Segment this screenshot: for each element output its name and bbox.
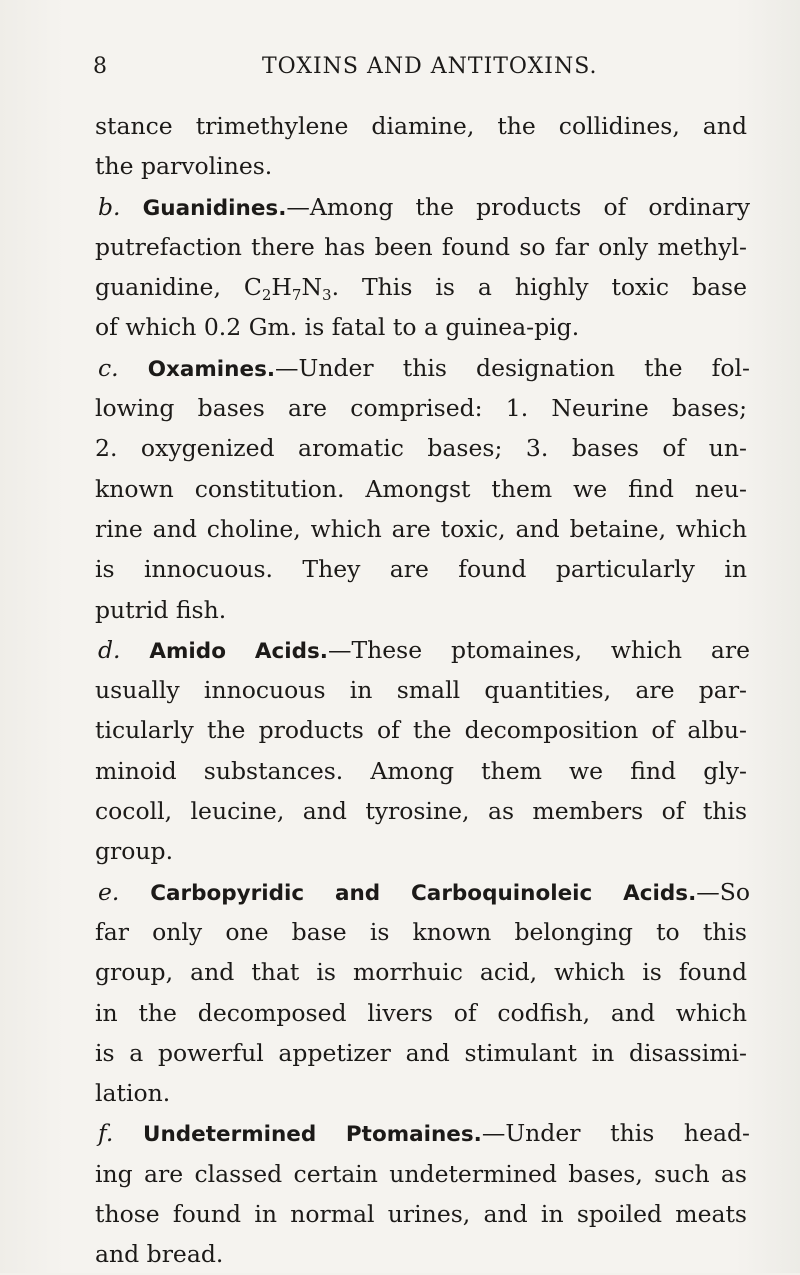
section-heading-line (95, 630, 750, 670)
text-line: group, and that is morrhuic acid, which is found (95, 958, 747, 987)
text-line: putrid fish. (95, 595, 227, 624)
text-line: the parvolines. (95, 152, 273, 181)
text-run: . This is a highly toxic base (331, 273, 747, 302)
text-line: of which 0.2 Gm. is fatal to a guinea-pig. (95, 313, 580, 342)
text-run: —So (696, 877, 750, 906)
section-letter: f. (98, 1119, 114, 1148)
text-line: putrefaction there has been found so far only methyl- (95, 232, 747, 261)
text-line: far only one base is known belonging to this (95, 917, 747, 946)
text-line: rine and choline, which are toxic, and betaine, which (95, 514, 747, 543)
section-letter: d. (98, 635, 121, 664)
section-heading-line (95, 187, 750, 227)
text-line: in the decomposed livers of codfish, and which (95, 998, 747, 1027)
text-line: lowing bases are comprised: 1. Neurine bases; (95, 394, 747, 423)
text-line: stance trimethylene diamine, the collidines, and (95, 112, 747, 140)
text-line: known constitution. Amongst them we find neu- (95, 474, 747, 503)
section-letter: c. (98, 353, 119, 382)
text-line: usually innocuous in small quantities, are par- (95, 676, 747, 705)
text-run: N (301, 273, 323, 302)
text-line: those found in normal urines, and in spoiled meats (95, 1200, 747, 1229)
text-line: ticularly the products of the decomposition of albu- (95, 716, 747, 745)
subscript: 3 (322, 286, 332, 305)
text-run: —Under this head- (481, 1119, 750, 1148)
section-title: Oxamines. (147, 356, 276, 382)
text-run: —Among the products of ordinary (286, 192, 750, 221)
text-line: lation. (95, 1079, 171, 1108)
text-line: and bread. (95, 1240, 224, 1269)
text-line: minoid substances. Among them we find gly- (95, 756, 747, 785)
text-line: is innocuous. They are found particularly in (95, 555, 747, 584)
text-run: —Under this designation the fol- (275, 353, 750, 382)
text-line: is a powerful appetizer and stimulant in disassimi- (95, 1038, 747, 1067)
section-title: Amido Acids. (149, 638, 328, 664)
text-line: cocoll, leucine, and tyrosine, as members of this (95, 797, 747, 826)
section-heading-line (95, 1113, 750, 1153)
text-run: —These ptomaines, which are (327, 635, 750, 664)
section-letter: e. (98, 877, 120, 906)
text-line: ing are classed certain undetermined bases, such as (95, 1159, 747, 1188)
running-title: TOXINS AND ANTITOXINS. (262, 54, 598, 79)
text-run: H (271, 273, 292, 302)
running-header (93, 54, 743, 84)
subscript: 2 (261, 286, 272, 305)
page-number: 8 (93, 54, 108, 79)
section-letter: b. (98, 192, 121, 221)
section-title: Guanidines. (142, 195, 287, 221)
text-line: group. (95, 837, 174, 866)
section-title: Undetermined Ptomaines. (143, 1122, 482, 1148)
section-heading-line (95, 872, 750, 912)
section-title: Carbopyridic and Carboquinoleic Acids. (150, 880, 697, 906)
subscript: 7 (291, 286, 302, 305)
page-body (95, 106, 755, 1275)
text-line: 2. oxygenized aromatic bases; 3. bases of un- (95, 434, 747, 463)
section-heading-line (95, 348, 750, 388)
formula-line (95, 267, 747, 307)
text-run: guanidine, C (95, 273, 262, 302)
